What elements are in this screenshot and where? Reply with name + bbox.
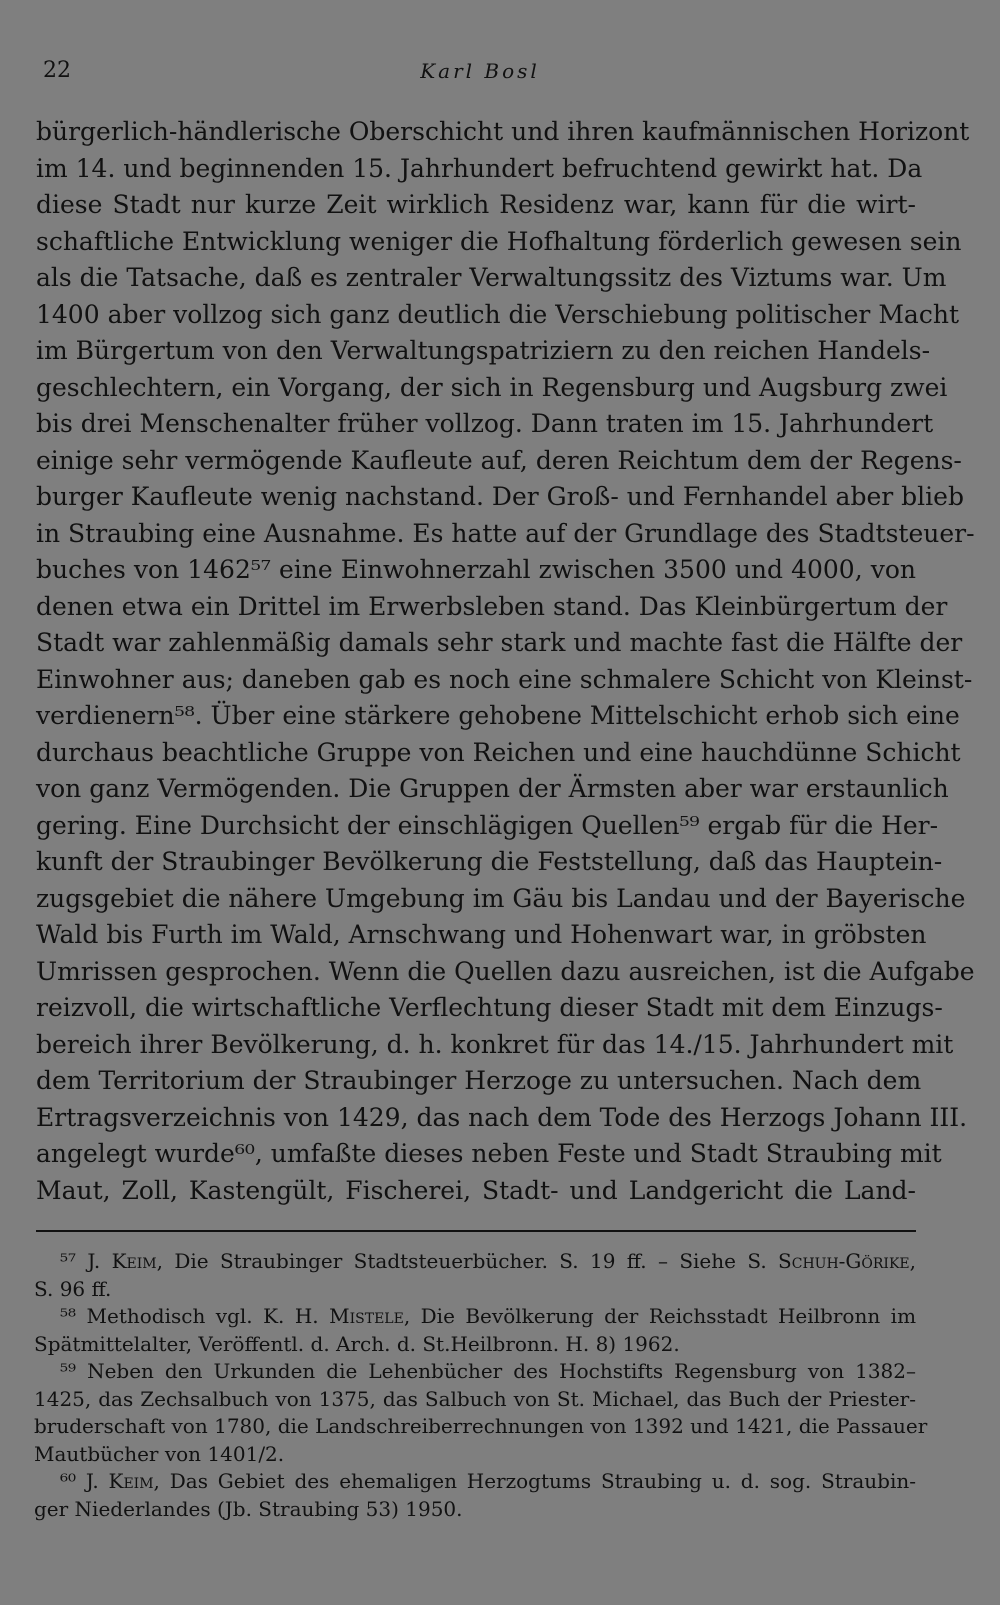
footnote-text: Mautbücher von 1401/2. xyxy=(34,1441,285,1466)
text-line: Umrissen gesprochen. Wenn die Quellen dazu ausreichen, ist die Aufgabe xyxy=(36,956,975,986)
footnote-text: Die Straubinger Stadtsteuerbücher. S. 19 ff. – Siehe S. xyxy=(174,1249,767,1273)
text-line: verdienern⁵⁸. Über eine stärkere gehobene Mittelschicht erhob sich eine xyxy=(36,701,960,730)
text-line: Ertragsverzeichnis von 1429, das nach dem Tode des Herzogs Johann III. xyxy=(36,1102,968,1132)
footnote-text: ger Niederlandes (Jb. Straubing 53) 1950. xyxy=(34,1496,463,1521)
text-line: 1400 aber vollzog sich ganz deutlich die Verschiebung politischer Macht xyxy=(36,299,959,329)
text-line: durchaus beachtliche Gruppe von Reichen und eine hauchdünne Schicht xyxy=(36,737,961,767)
footnote-text: S. 96 ff. xyxy=(34,1276,112,1301)
text-line: bis drei Menschenalter früher vollzog. Dann traten im 15. Jahrhundert xyxy=(36,409,934,438)
footnote-60 xyxy=(34,1468,916,1496)
text-line: im Bürgertum von den Verwaltungspatriziern zu den reichen Handels- xyxy=(36,336,931,365)
text-line: bereich ihrer Bevölkerung, d. h. konkret für das 14./15. Jahrhundert mit xyxy=(36,1029,954,1059)
footnote-text: 1425, das Zechsalbuch von 1375, das Salbuch von St. Michael, das Buch der Priester- xyxy=(34,1386,916,1411)
text-line: von ganz Vermögenden. Die Gruppen der Ärmsten aber war erstaunlich xyxy=(36,774,949,803)
text-line: burger Kaufleute wenig nachstand. Der Groß- und Fernhandel aber blieb xyxy=(36,482,964,511)
page-header xyxy=(40,56,920,88)
footnote-marker: ⁶⁰ xyxy=(60,1469,77,1493)
footnote-author: J. Keim, xyxy=(87,1249,163,1273)
text-line: angelegt wurde⁶⁰, umfaßte dieses neben Feste und Stadt Straubing mit xyxy=(36,1139,942,1168)
text-line: schaftliche Entwicklung weniger die Hofhaltung förderlich gewesen sein xyxy=(36,226,962,256)
footnote-text: bruderschaft von 1780, die Landschreiberrechnungen von 1392 und 1421, die Passauer xyxy=(34,1414,928,1438)
footnote-marker: ⁵⁹ xyxy=(60,1359,77,1383)
footnote-author: J. Keim, xyxy=(85,1469,160,1493)
text-line: geschlechtern, ein Vorgang, der sich in Regensburg und Augsburg zwei xyxy=(36,372,948,402)
text-line: kunft der Straubinger Bevölkerung die Feststellung, daß das Hauptein- xyxy=(36,847,943,876)
text-line: Wald bis Furth im Wald, Arnschwang und Hohenwart war, in gröbsten xyxy=(36,920,927,949)
text-line: bürgerlich-händlerische Oberschicht und ihren kaufmännischen Horizont xyxy=(36,117,970,146)
text-line: einige sehr vermögende Kaufleute auf, deren Reichtum dem der Regens- xyxy=(36,445,962,475)
text-line: im 14. und beginnenden 15. Jahrhundert befruchtend gewirkt hat. Da xyxy=(36,153,923,183)
footnote-text: Die Bevölkerung der Reichsstadt Heilbronn im xyxy=(420,1304,917,1328)
footnote-marker: ⁵⁷ xyxy=(60,1249,77,1273)
text-line: reizvoll, die wirtschaftliche Verflechtung dieser Stadt mit dem Einzugs- xyxy=(36,993,943,1022)
footnote-58 xyxy=(34,1303,916,1331)
text-line: als die Tatsache, daß es zentraler Verwaltungssitz des Viztums war. Um xyxy=(36,263,947,292)
footnote-marker: ⁵⁸ xyxy=(60,1304,77,1328)
footnote-text: Spätmittelalter, Veröffentl. d. Arch. d. St.Heilbronn. H. 8) 1962. xyxy=(34,1331,680,1356)
page-number: 22 xyxy=(43,58,71,83)
text-line: dem Territorium der Straubinger Herzoge zu untersuchen. Nach dem xyxy=(36,1066,922,1095)
footnote-separator xyxy=(36,1230,916,1232)
footnote-author: Schuh-Görike, xyxy=(778,1249,916,1273)
footnote-57 xyxy=(34,1248,916,1276)
text-line: denen etwa ein Drittel im Erwerbsleben stand. Das Kleinbürgertum der xyxy=(36,591,948,621)
footnote-text: Das Gebiet des ehemaligen Herzogtums Straubing u. d. sog. Straubin- xyxy=(169,1469,917,1493)
text-line: buches von 1462⁵⁷ eine Einwohnerzahl zwischen 3500 und 4000, von xyxy=(36,555,916,584)
footnote-59 xyxy=(34,1358,916,1386)
text-line: diese Stadt nur kurze Zeit wirklich Residenz war, kann für die wirt- xyxy=(36,190,916,219)
text-line: Maut, Zoll, Kastengült, Fischerei, Stadt- und Landgericht die Land- xyxy=(36,1175,916,1205)
running-head-author: Karl Bosl xyxy=(420,59,540,83)
body-text xyxy=(36,114,975,1209)
footnote-text: Methodisch vgl. K. H. xyxy=(86,1304,319,1328)
footnotes xyxy=(34,1248,928,1523)
text-line: Einwohner aus; daneben gab es noch eine schmalere Schicht von Kleinst- xyxy=(36,664,973,694)
text-line: Stadt war zahlenmäßig damals sehr stark und machte fast die Hälfte der xyxy=(36,628,963,657)
footnote-text: Neben den Urkunden die Lehenbücher des Hochstifts Regensburg von 1382– xyxy=(87,1359,916,1383)
text-line: zugsgebiet die nähere Umgebung im Gäu bis Landau und der Bayerische xyxy=(36,883,966,913)
text-line: gering. Eine Durchsicht der einschlägigen Quellen⁵⁹ ergab für die Her- xyxy=(36,810,939,840)
footnote-author: Mistele, xyxy=(329,1304,411,1328)
text-line: in Straubing eine Ausnahme. Es hatte auf der Grundlage des Stadtsteuer- xyxy=(36,518,975,548)
